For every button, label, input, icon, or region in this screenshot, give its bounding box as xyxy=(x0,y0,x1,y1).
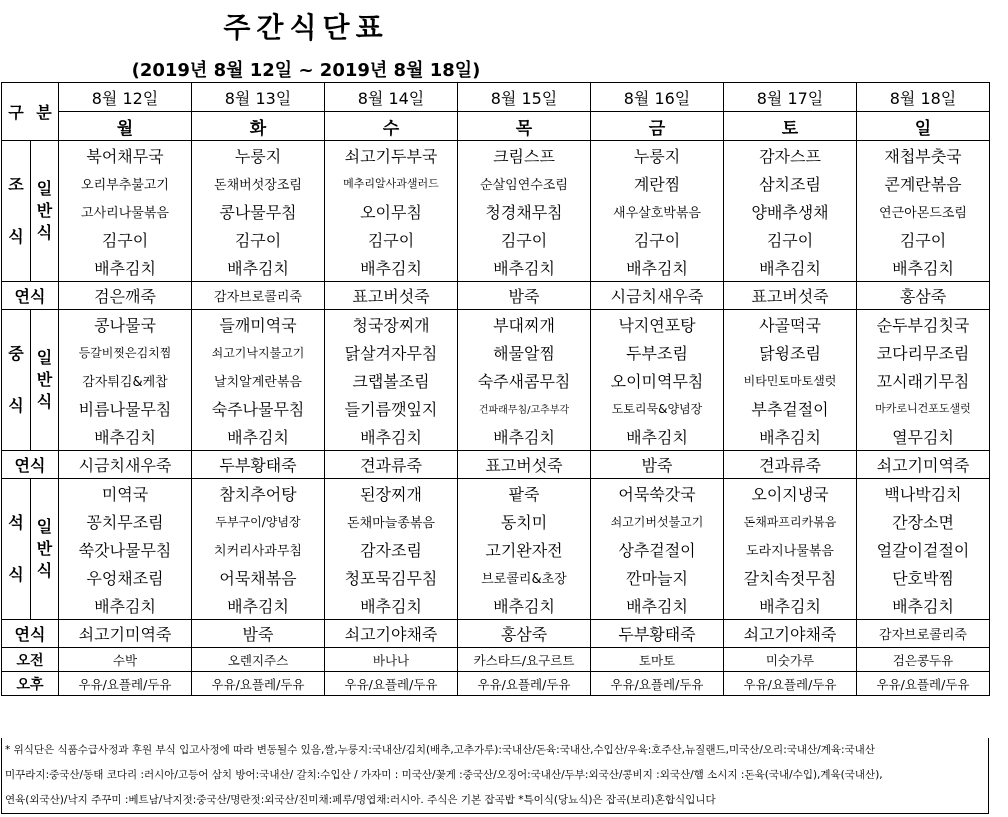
dish-cell: 청국장찌개 xyxy=(325,310,458,339)
dish-cell: 누룽지 xyxy=(192,141,325,170)
meal-label-char: 식 xyxy=(8,227,24,246)
dish-cell: 상추겉절이 xyxy=(591,535,724,563)
dish-cell: 배추김치 xyxy=(325,422,458,451)
dish-cell: 들깨미역국 xyxy=(192,310,325,339)
notes-box xyxy=(1,738,989,814)
dish-cell: 갈치속젓무침 xyxy=(724,563,857,591)
dish-cell: 도라지나물볶음 xyxy=(724,535,857,563)
dish-cell: 된장찌개 xyxy=(325,479,458,508)
weekday-header: 수 xyxy=(325,112,458,141)
soft-diet-cell: 표고버섯죽 xyxy=(458,451,591,479)
date-range: (2019년 8월 12일 ~ 2019년 8월 18일) xyxy=(131,60,481,81)
dish-cell: 숙주나물무침 xyxy=(192,394,325,422)
gubun-char: 분 xyxy=(36,103,52,122)
dish-cell: 동치미 xyxy=(458,507,591,535)
dish-cell: 들기름깻잎지 xyxy=(325,394,458,422)
dish-cell: 배추김치 xyxy=(192,422,325,451)
soft-diet-cell: 표고버섯죽 xyxy=(724,282,857,310)
meal-label-char: 조 xyxy=(8,175,24,194)
soft-diet-cell: 쇠고기야채죽 xyxy=(325,620,458,648)
dish-cell: 감자스프 xyxy=(724,141,857,170)
sub-label-dinner xyxy=(31,479,59,620)
soft-diet-cell: 시금치새우죽 xyxy=(591,282,724,310)
dish-cell: 돈채마늘종볶음 xyxy=(325,507,458,535)
date-header: 8월 14일 xyxy=(325,83,458,112)
dish-cell: 얼갈이겉절이 xyxy=(857,535,990,563)
dish-cell: 재첩부춧국 xyxy=(857,141,990,170)
dish-cell: 김구이 xyxy=(724,225,857,253)
sub-label-lunch xyxy=(31,310,59,451)
meal-label-char: 식 xyxy=(8,396,24,415)
sub-label-char: 식 xyxy=(36,392,53,411)
date-header: 8월 15일 xyxy=(458,83,591,112)
dish-cell: 쇠고기낙지불고기 xyxy=(192,338,325,366)
soft-diet-cell: 견과류죽 xyxy=(724,451,857,479)
dish-cell: 해물알찜 xyxy=(458,338,591,366)
weekday-header: 화 xyxy=(192,112,325,141)
dish-cell: 김구이 xyxy=(325,225,458,253)
soft-diet-cell: 시금치새우죽 xyxy=(59,451,192,479)
dish-cell: 청포묵김무침 xyxy=(325,563,458,591)
dish-cell: 돈채파프리카볶음 xyxy=(724,507,857,535)
dish-cell: 깐마늘지 xyxy=(591,563,724,591)
dish-cell: 누룽지 xyxy=(591,141,724,170)
dish-cell: 배추김치 xyxy=(458,422,591,451)
weekday-header: 목 xyxy=(458,112,591,141)
snack-pm-cell: 우유/요플레/두유 xyxy=(59,672,192,696)
snack-am-cell: 수박 xyxy=(59,648,192,672)
dish-cell: 닭살겨자무침 xyxy=(325,338,458,366)
dish-cell: 감자조림 xyxy=(325,535,458,563)
dish-cell: 오리부추불고기 xyxy=(59,169,192,197)
soft-diet-cell: 표고버섯죽 xyxy=(325,282,458,310)
soft-diet-cell: 쇠고기미역죽 xyxy=(857,451,990,479)
weekday-header: 일 xyxy=(857,112,990,141)
dish-cell: 김구이 xyxy=(857,225,990,253)
dish-cell: 배추김치 xyxy=(192,253,325,282)
dish-cell: 배추김치 xyxy=(724,591,857,620)
dish-cell: 마카로니건포도샐럿 xyxy=(857,394,990,422)
sub-label-char: 반 xyxy=(36,370,53,389)
dish-cell: 치커리사과무침 xyxy=(192,535,325,563)
dish-cell: 쑥갓나물무침 xyxy=(59,535,192,563)
dish-cell: 참치추어탕 xyxy=(192,479,325,508)
soft-diet-cell: 견과류죽 xyxy=(325,451,458,479)
dish-cell: 열무김치 xyxy=(857,422,990,451)
soft-diet-cell: 쇠고기야채죽 xyxy=(724,620,857,648)
menu-table xyxy=(1,82,990,696)
dish-cell: 쇠고기두부국 xyxy=(325,141,458,170)
dish-cell: 김구이 xyxy=(59,225,192,253)
snack-pm-cell: 우유/요플레/두유 xyxy=(591,672,724,696)
snack-pm-cell: 우유/요플레/두유 xyxy=(724,672,857,696)
dish-cell: 연근아몬드조림 xyxy=(857,197,990,225)
dish-cell: 콘계란볶음 xyxy=(857,169,990,197)
dish-cell: 고사리나물볶음 xyxy=(59,197,192,225)
snack-pm-cell: 우유/요플레/두유 xyxy=(458,672,591,696)
weekday-header: 토 xyxy=(724,112,857,141)
soft-diet-cell: 감자브로콜리죽 xyxy=(857,620,990,648)
snack-am-cell: 토마토 xyxy=(591,648,724,672)
note-line: 미꾸라지:중국산/동태 코다리 :러시아/고등어 삼치 방어:국내산/ 갈치:수입산 / 가자미 : 미국산/꽃게 :중국산/오징어:국내산/두부:외국산/콩비지 :외국산/햄 소시지 :돈육(국내/수입),계육(국내산), xyxy=(5,769,883,781)
sub-label-char: 식 xyxy=(36,561,53,580)
page-title: 주간식단표 xyxy=(223,11,389,44)
dish-cell: 배추김치 xyxy=(591,253,724,282)
note-line: * 위식단은 식품수급사정과 후원 부식 입고사정에 따라 변동될수 있음,쌀,누룽지:국내산/김치(배추,고추가루):국내산/돈육:국내산,수입산/우육:호주산,뉴질랜드,미국산/오리:국내산/계육:국내산 xyxy=(5,744,875,756)
dish-cell: 쇠고기버섯불고기 xyxy=(591,507,724,535)
soft-diet-cell: 밤죽 xyxy=(192,620,325,648)
meal-label-char: 식 xyxy=(8,565,24,584)
dish-cell: 숙주새콤무침 xyxy=(458,366,591,394)
meal-label-breakfast xyxy=(2,141,31,282)
soft-diet-cell: 감자브로콜리죽 xyxy=(192,282,325,310)
dish-cell: 사골떡국 xyxy=(724,310,857,339)
dish-cell: 닭윙조림 xyxy=(724,338,857,366)
snack-pm-cell: 우유/요플레/두유 xyxy=(192,672,325,696)
soft-diet-label: 연식 xyxy=(2,451,59,479)
date-header: 8월 13일 xyxy=(192,83,325,112)
dish-cell: 돈채버섯장조림 xyxy=(192,169,325,197)
dish-cell: 순두부김칫국 xyxy=(857,310,990,339)
dish-cell: 백나박김치 xyxy=(857,479,990,508)
soft-diet-cell: 밤죽 xyxy=(458,282,591,310)
soft-diet-cell: 홍삼죽 xyxy=(857,282,990,310)
date-header: 8월 17일 xyxy=(724,83,857,112)
soft-diet-cell: 검은깨죽 xyxy=(59,282,192,310)
soft-diet-label: 연식 xyxy=(2,620,59,648)
dish-cell: 배추김치 xyxy=(325,253,458,282)
soft-diet-label: 연식 xyxy=(2,282,59,310)
dish-cell: 김구이 xyxy=(192,225,325,253)
soft-diet-cell: 홍삼죽 xyxy=(458,620,591,648)
meal-label-dinner xyxy=(2,479,31,620)
dish-cell: 배추김치 xyxy=(591,591,724,620)
dish-cell: 크림스프 xyxy=(458,141,591,170)
soft-diet-cell: 쇠고기미역죽 xyxy=(59,620,192,648)
dish-cell: 미역국 xyxy=(59,479,192,508)
dish-cell: 등갈비찟은김치찜 xyxy=(59,338,192,366)
dish-cell: 김구이 xyxy=(458,225,591,253)
meal-label-lunch xyxy=(2,310,31,451)
dish-cell: 배추김치 xyxy=(192,591,325,620)
dish-cell: 날치알계란볶음 xyxy=(192,366,325,394)
dish-cell: 메추리알사과샐러드 xyxy=(325,169,458,197)
dish-cell: 두부구이/양념장 xyxy=(192,507,325,535)
dish-cell: 콩나물무침 xyxy=(192,197,325,225)
dish-cell: 팥죽 xyxy=(458,479,591,508)
sub-label-char: 일 xyxy=(36,179,53,198)
dish-cell: 배추김치 xyxy=(724,253,857,282)
dish-cell: 브로콜리&초장 xyxy=(458,563,591,591)
dish-cell: 비타민토마토샐럿 xyxy=(724,366,857,394)
dish-cell: 부대찌개 xyxy=(458,310,591,339)
dish-cell: 감자튀김&케찹 xyxy=(59,366,192,394)
dish-cell: 어묵채볶음 xyxy=(192,563,325,591)
dish-cell: 계란찜 xyxy=(591,169,724,197)
dish-cell: 오이무침 xyxy=(325,197,458,225)
snack-pm-label: 오후 xyxy=(2,672,59,696)
sub-label-char: 일 xyxy=(36,348,53,367)
dish-cell: 우엉채조림 xyxy=(59,563,192,591)
dish-cell: 콩나물국 xyxy=(59,310,192,339)
dish-cell: 꼬시래기무침 xyxy=(857,366,990,394)
dish-cell: 배추김치 xyxy=(857,253,990,282)
dish-cell: 고기완자전 xyxy=(458,535,591,563)
dish-cell: 도토리묵&양념장 xyxy=(591,394,724,422)
soft-diet-cell: 밤죽 xyxy=(591,451,724,479)
gubun-header xyxy=(2,83,59,141)
dish-cell: 양배추생채 xyxy=(724,197,857,225)
date-header: 8월 18일 xyxy=(857,83,990,112)
note-line: 연육(외국산)/낙지 주꾸미 :베트남/낙지젓:중국산/명란젓:외국산/진미채:페루/명엽채:러시아. 주식은 기본 잡곡밥 *특이식(당뇨식)은 잡곡(보리)혼합식입니다 xyxy=(5,794,716,806)
dish-cell: 배추김치 xyxy=(458,591,591,620)
snack-am-label: 오전 xyxy=(2,648,59,672)
snack-am-cell: 미숫가루 xyxy=(724,648,857,672)
soft-diet-cell: 두부황태죽 xyxy=(192,451,325,479)
dish-cell: 낙지연포탕 xyxy=(591,310,724,339)
date-header: 8월 12일 xyxy=(59,83,192,112)
dish-cell: 삼치조림 xyxy=(724,169,857,197)
snack-am-cell: 검은콩두유 xyxy=(857,648,990,672)
gubun-char: 구 xyxy=(8,103,24,122)
soft-diet-cell: 두부황태죽 xyxy=(591,620,724,648)
dish-cell: 청경채무침 xyxy=(458,197,591,225)
dish-cell: 김구이 xyxy=(591,225,724,253)
dish-cell: 오이미역무침 xyxy=(591,366,724,394)
dish-cell: 코다리무조림 xyxy=(857,338,990,366)
dish-cell: 부추겉절이 xyxy=(724,394,857,422)
meal-label-char: 석 xyxy=(8,513,24,532)
dish-cell: 새우살호박볶음 xyxy=(591,197,724,225)
dish-cell: 배추김치 xyxy=(458,253,591,282)
sub-label-char: 반 xyxy=(36,539,53,558)
dish-cell: 북어채무국 xyxy=(59,141,192,170)
meal-label-char: 중 xyxy=(8,344,24,363)
dish-cell: 간장소면 xyxy=(857,507,990,535)
weekday-header: 금 xyxy=(591,112,724,141)
dish-cell: 건파래무침/고추부각 xyxy=(458,394,591,422)
dish-cell: 비름나물무침 xyxy=(59,394,192,422)
sub-label-char: 일 xyxy=(36,517,53,536)
dish-cell: 단호박찜 xyxy=(857,563,990,591)
dish-cell: 배추김치 xyxy=(325,591,458,620)
sub-label-char: 반 xyxy=(36,201,53,220)
sub-label-breakfast xyxy=(31,141,59,282)
dish-cell: 배추김치 xyxy=(857,591,990,620)
snack-am-cell: 바나나 xyxy=(325,648,458,672)
dish-cell: 꽁치무조림 xyxy=(59,507,192,535)
weekday-header: 월 xyxy=(59,112,192,141)
dish-cell: 순살임연수조림 xyxy=(458,169,591,197)
snack-pm-cell: 우유/요플레/두유 xyxy=(857,672,990,696)
dish-cell: 배추김치 xyxy=(59,422,192,451)
snack-am-cell: 카스타드/요구르트 xyxy=(458,648,591,672)
dish-cell: 어묵쑥갓국 xyxy=(591,479,724,508)
dish-cell: 배추김치 xyxy=(59,253,192,282)
dish-cell: 배추김치 xyxy=(59,591,192,620)
sub-label-char: 식 xyxy=(36,223,53,242)
dish-cell: 두부조림 xyxy=(591,338,724,366)
dish-cell: 오이지냉국 xyxy=(724,479,857,508)
dish-cell: 크랩볼조림 xyxy=(325,366,458,394)
snack-pm-cell: 우유/요플레/두유 xyxy=(325,672,458,696)
snack-am-cell: 오렌지주스 xyxy=(192,648,325,672)
date-header: 8월 16일 xyxy=(591,83,724,112)
dish-cell: 배추김치 xyxy=(591,422,724,451)
dish-cell: 배추김치 xyxy=(724,422,857,451)
